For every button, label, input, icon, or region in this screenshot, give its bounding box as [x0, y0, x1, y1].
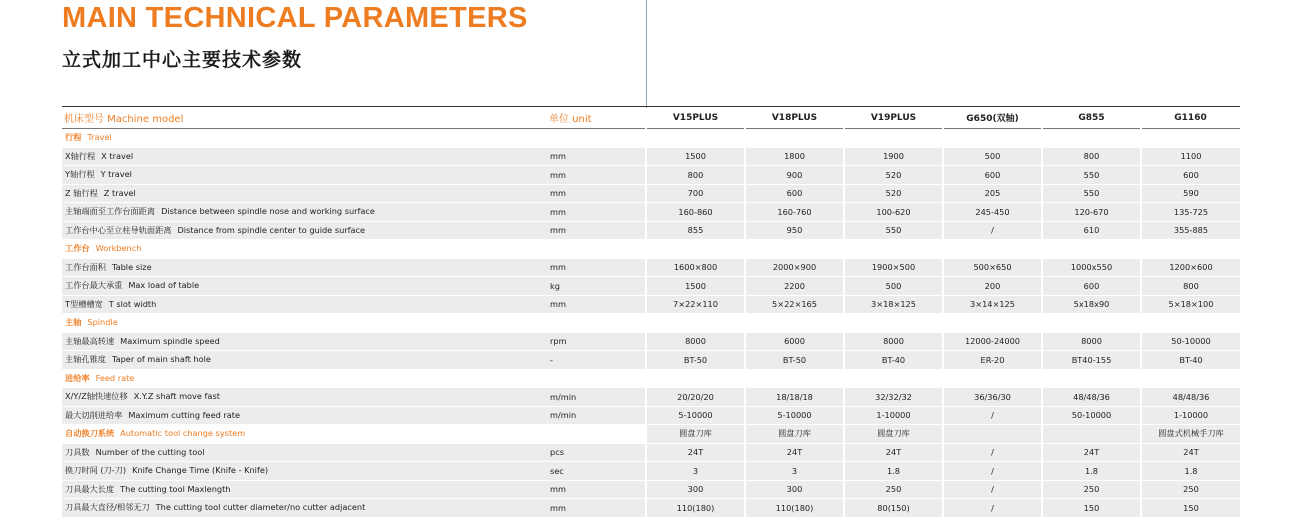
unit-cell: m/min	[547, 388, 646, 407]
empty-cell	[943, 369, 1042, 388]
value-cell: 5x18x90	[1042, 295, 1141, 314]
section-label	[62, 314, 646, 333]
value-cell: /	[943, 462, 1042, 481]
value-cell: BT-50	[646, 351, 745, 370]
header-model: V19PLUS	[844, 107, 943, 129]
param-name	[62, 147, 547, 166]
value-cell: 20/20/20	[646, 388, 745, 407]
table-row	[62, 462, 1240, 481]
section-header-row	[62, 240, 1240, 259]
param-name-en: The cutting tool cutter diameter/no cutter adjacent	[155, 502, 366, 513]
param-name-en: Maximum cutting feed rate	[128, 409, 241, 420]
param-name-en: Table size	[111, 261, 152, 272]
value-cell: 1500	[646, 277, 745, 296]
param-name-en: Number of the cutting tool	[95, 446, 205, 457]
table-header-row	[62, 107, 1240, 129]
value-cell: 24T	[646, 443, 745, 462]
param-name	[62, 480, 547, 499]
value-cell: BT-50	[745, 351, 844, 370]
value-cell: 160-760	[745, 203, 844, 222]
value-cell: 24T	[745, 443, 844, 462]
section-label-en: Feed rate	[95, 372, 135, 383]
value-cell: 1600×800	[646, 258, 745, 277]
param-name-cn: X/Y/Z轴快速位移	[65, 391, 128, 402]
value-cell: 50-10000	[1042, 406, 1141, 425]
value-cell: 2000×900	[745, 258, 844, 277]
value-cell: 24T	[1042, 443, 1141, 462]
header-unit: 单位 unit	[547, 107, 646, 129]
param-name-cn: 工作台中心至立柱导轨面距离	[65, 224, 172, 235]
value-cell: /	[943, 221, 1042, 240]
value-cell: 1800	[745, 147, 844, 166]
value-cell: 24T	[1141, 443, 1240, 462]
table-row	[62, 480, 1240, 499]
param-name-en: Automatic tool change system	[120, 428, 246, 439]
unit-cell: -	[547, 351, 646, 370]
header-param: 机床型号 Machine model	[62, 107, 547, 129]
empty-cell	[1042, 369, 1141, 388]
divider-line	[646, 0, 647, 108]
value-cell	[943, 425, 1042, 444]
table-row	[62, 351, 1240, 370]
empty-cell	[844, 314, 943, 333]
value-cell: 3×18×125	[844, 295, 943, 314]
param-name-cn: Z 轴行程	[65, 187, 98, 198]
param-name-en: The cutting tool Maxlength	[120, 483, 231, 494]
value-cell: BT-40	[844, 351, 943, 370]
empty-cell	[844, 369, 943, 388]
table-row	[62, 499, 1240, 518]
empty-cell	[1042, 314, 1141, 333]
value-cell: 700	[646, 184, 745, 203]
param-name-en: Taper of main shaft hole	[111, 354, 211, 365]
table-row	[62, 166, 1240, 185]
param-name	[62, 295, 547, 314]
value-cell: 1500	[646, 147, 745, 166]
value-cell: /	[943, 443, 1042, 462]
table-row	[62, 147, 1240, 166]
value-cell: 500	[844, 277, 943, 296]
unit-cell: pcs	[547, 443, 646, 462]
value-cell: 1100	[1141, 147, 1240, 166]
value-cell: 48/48/36	[1042, 388, 1141, 407]
unit-cell	[547, 425, 646, 444]
param-name-cn: 主轴最高转速	[65, 335, 115, 346]
value-cell: 110(180)	[745, 499, 844, 518]
value-cell: 5×22×165	[745, 295, 844, 314]
empty-cell	[943, 129, 1042, 148]
section-header-row	[62, 425, 1240, 444]
unit-cell: mm	[547, 147, 646, 166]
value-cell: ER-20	[943, 351, 1042, 370]
empty-cell	[1141, 369, 1240, 388]
value-cell: 8000	[844, 332, 943, 351]
value-cell: BT40-155	[1042, 351, 1141, 370]
value-cell: 160-860	[646, 203, 745, 222]
page-title: MAIN TECHNICAL PARAMETERS	[62, 2, 528, 34]
value-cell: 1-10000	[1141, 406, 1240, 425]
param-name	[62, 277, 547, 296]
section-header-row	[62, 369, 1240, 388]
value-cell: 32/32/32	[844, 388, 943, 407]
unit-cell: mm	[547, 295, 646, 314]
header-model: G650(双轴)	[943, 107, 1042, 129]
table-row	[62, 332, 1240, 351]
value-cell: 1900×500	[844, 258, 943, 277]
value-cell: 150	[1042, 499, 1141, 518]
value-cell: 120-670	[1042, 203, 1141, 222]
param-name	[62, 184, 547, 203]
value-cell: 150	[1141, 499, 1240, 518]
value-cell: 圆盘式机械手刀库	[1141, 425, 1240, 444]
value-cell: /	[943, 499, 1042, 518]
empty-cell	[844, 240, 943, 259]
unit-cell: sec	[547, 462, 646, 481]
value-cell: 7×22×110	[646, 295, 745, 314]
param-name-cn: 换刀时间 (刀-刀)	[65, 465, 127, 476]
section-label-en: Spindle	[87, 317, 118, 328]
param-name-cn: 主轴端面至工作台面距离	[65, 206, 156, 217]
param-name-cn: T型槽槽宽	[65, 298, 103, 309]
value-cell: 355-885	[1141, 221, 1240, 240]
value-cell: 8000	[1042, 332, 1141, 351]
value-cell: 50-10000	[1141, 332, 1240, 351]
unit-cell: mm	[547, 480, 646, 499]
value-cell: 550	[1042, 166, 1141, 185]
param-name	[62, 258, 547, 277]
value-cell: 950	[745, 221, 844, 240]
table-row	[62, 258, 1240, 277]
parameters-table	[62, 106, 1240, 518]
value-cell: 590	[1141, 184, 1240, 203]
section-label-cn: 进给率	[65, 372, 90, 383]
value-cell: 855	[646, 221, 745, 240]
empty-cell	[1141, 240, 1240, 259]
value-cell: 3	[745, 462, 844, 481]
value-cell: 3×14×125	[943, 295, 1042, 314]
param-name-cn: 刀具最大长度	[65, 483, 115, 494]
section-label-en: Travel	[87, 132, 112, 143]
empty-cell	[1042, 240, 1141, 259]
value-cell: 48/48/36	[1141, 388, 1240, 407]
unit-cell: mm	[547, 258, 646, 277]
value-cell: 8000	[646, 332, 745, 351]
value-cell: 245-450	[943, 203, 1042, 222]
param-name-en: X.Y.Z shaft move fast	[133, 391, 220, 402]
empty-cell	[745, 129, 844, 148]
table-row	[62, 295, 1240, 314]
empty-cell	[844, 129, 943, 148]
param-name-cn: 工作台最大承重	[65, 280, 123, 291]
param-name	[62, 406, 547, 425]
value-cell: 610	[1042, 221, 1141, 240]
empty-cell	[745, 369, 844, 388]
param-name-cn: 刀具最大直径/相邻无刀	[65, 502, 150, 513]
table-row	[62, 184, 1240, 203]
empty-cell	[646, 314, 745, 333]
param-name-cn: X轴行程	[65, 150, 96, 161]
empty-cell	[943, 240, 1042, 259]
param-name	[62, 499, 547, 518]
section-header-row	[62, 314, 1240, 333]
header-model: V18PLUS	[745, 107, 844, 129]
page-subtitle-cn: 立式加工中心主要技术参数	[62, 49, 303, 71]
value-cell: 550	[844, 221, 943, 240]
value-cell: 550	[1042, 184, 1141, 203]
param-name-en: Distance from spindle center to guide surface	[177, 224, 366, 235]
param-name	[62, 425, 547, 444]
value-cell: 1000x550	[1042, 258, 1141, 277]
empty-cell	[745, 240, 844, 259]
param-name-en: Knife Change Time (Knife - Knife)	[132, 465, 269, 476]
param-name-en: X travel	[101, 150, 134, 161]
empty-cell	[646, 240, 745, 259]
unit-cell: mm	[547, 166, 646, 185]
param-name-en: Maximum spindle speed	[120, 335, 220, 346]
param-name-en: Distance between spindle nose and working surface	[161, 206, 375, 217]
section-label	[62, 369, 646, 388]
value-cell: 5×18×100	[1141, 295, 1240, 314]
section-label-cn: 主轴	[65, 317, 82, 328]
param-name	[62, 351, 547, 370]
header-model: G855	[1042, 107, 1141, 129]
param-name-en: Z travel	[103, 187, 136, 198]
section-label-cn: 行程	[65, 132, 82, 143]
value-cell: 110(180)	[646, 499, 745, 518]
empty-cell	[646, 129, 745, 148]
header-model: G1160	[1141, 107, 1240, 129]
value-cell: 500×650	[943, 258, 1042, 277]
section-label	[62, 240, 646, 259]
empty-cell	[1042, 129, 1141, 148]
empty-cell	[646, 369, 745, 388]
value-cell: 1.8	[844, 462, 943, 481]
value-cell: 80(150)	[844, 499, 943, 518]
value-cell: /	[943, 406, 1042, 425]
value-cell: 圆盘刀库	[844, 425, 943, 444]
param-name-cn: 最大切削进给率	[65, 409, 123, 420]
param-name-cn: 自动换刀系统	[65, 428, 115, 439]
empty-cell	[1141, 314, 1240, 333]
value-cell: 3	[646, 462, 745, 481]
table-body	[62, 129, 1240, 518]
value-cell: 300	[646, 480, 745, 499]
value-cell: 520	[844, 184, 943, 203]
unit-cell: mm	[547, 184, 646, 203]
value-cell: 1-10000	[844, 406, 943, 425]
empty-cell	[1141, 129, 1240, 148]
param-name-cn: 主轴孔锥度	[65, 354, 106, 365]
value-cell: 205	[943, 184, 1042, 203]
value-cell: 600	[745, 184, 844, 203]
value-cell: 135-725	[1141, 203, 1240, 222]
value-cell: 1900	[844, 147, 943, 166]
value-cell: 800	[1141, 277, 1240, 296]
value-cell: 1.8	[1141, 462, 1240, 481]
unit-cell: kg	[547, 277, 646, 296]
value-cell: 600	[943, 166, 1042, 185]
value-cell: 圆盘刀库	[745, 425, 844, 444]
value-cell: 100-620	[844, 203, 943, 222]
header-model: V15PLUS	[646, 107, 745, 129]
unit-cell: mm	[547, 221, 646, 240]
value-cell: 2200	[745, 277, 844, 296]
value-cell: 600	[1141, 166, 1240, 185]
value-cell: 18/18/18	[745, 388, 844, 407]
param-name	[62, 221, 547, 240]
table-row	[62, 277, 1240, 296]
param-name	[62, 332, 547, 351]
unit-cell: mm	[547, 203, 646, 222]
value-cell: 520	[844, 166, 943, 185]
value-cell: BT-40	[1141, 351, 1240, 370]
table-row	[62, 443, 1240, 462]
param-name-en: Y travel	[100, 169, 132, 180]
table-row	[62, 406, 1240, 425]
param-name-cn: Y轴行程	[65, 169, 95, 180]
param-name	[62, 203, 547, 222]
value-cell: 1200×600	[1141, 258, 1240, 277]
value-cell: 1.8	[1042, 462, 1141, 481]
value-cell: 5-10000	[745, 406, 844, 425]
section-label-en: Workbench	[95, 243, 142, 254]
param-name	[62, 443, 547, 462]
value-cell: 圆盘刀库	[646, 425, 745, 444]
value-cell: 250	[1141, 480, 1240, 499]
section-label-cn: 工作台	[65, 243, 90, 254]
param-name-en: T slot width	[108, 298, 157, 309]
param-name-en: Max load of table	[128, 280, 200, 291]
value-cell: /	[943, 480, 1042, 499]
value-cell: 600	[1042, 277, 1141, 296]
value-cell: 250	[844, 480, 943, 499]
section-header-row	[62, 129, 1240, 148]
value-cell: 300	[745, 480, 844, 499]
value-cell: 12000-24000	[943, 332, 1042, 351]
unit-cell: mm	[547, 499, 646, 518]
value-cell: 6000	[745, 332, 844, 351]
value-cell	[1042, 425, 1141, 444]
value-cell: 900	[745, 166, 844, 185]
value-cell: 24T	[844, 443, 943, 462]
value-cell: 800	[646, 166, 745, 185]
section-label	[62, 129, 646, 148]
unit-cell: m/min	[547, 406, 646, 425]
param-name	[62, 388, 547, 407]
value-cell: 800	[1042, 147, 1141, 166]
table-row	[62, 388, 1240, 407]
value-cell: 36/36/30	[943, 388, 1042, 407]
value-cell: 250	[1042, 480, 1141, 499]
unit-cell: rpm	[547, 332, 646, 351]
empty-cell	[745, 314, 844, 333]
value-cell: 500	[943, 147, 1042, 166]
empty-cell	[943, 314, 1042, 333]
table-row	[62, 203, 1240, 222]
param-name	[62, 462, 547, 481]
param-name-cn: 工作台面积	[65, 261, 106, 272]
param-name	[62, 166, 547, 185]
param-name-cn: 刀具数	[65, 446, 90, 457]
table-row	[62, 221, 1240, 240]
value-cell: 200	[943, 277, 1042, 296]
value-cell: 5-10000	[646, 406, 745, 425]
